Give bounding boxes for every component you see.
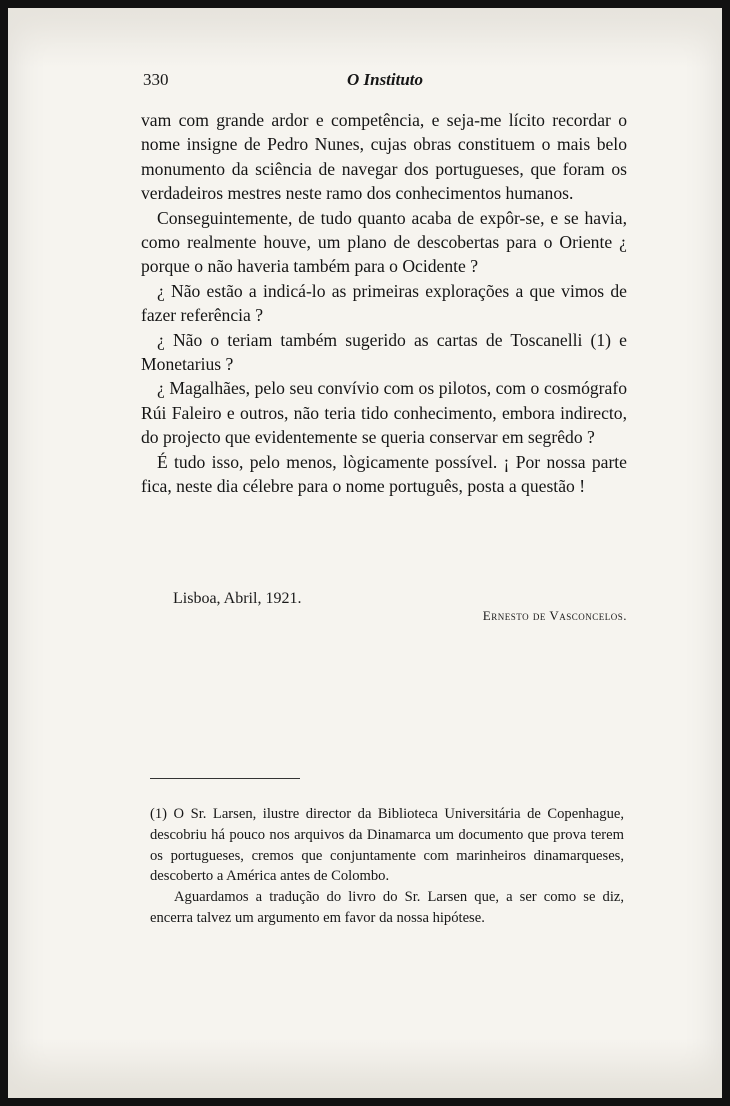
journal-title: O Instituto — [346, 70, 424, 89]
paragraph: ¿ Não o teriam também sugerido as cartas de Toscanelli (1) e Monetarius ? — [141, 329, 627, 375]
page-number: 330 — [143, 70, 169, 89]
paragraph: ¿ Magalhães, pelo seu convívio com os pilotos, com o cosmógrafo Rúi Faleiro e outros, não teria tido conhecimento, embora indirecto, do projecto que evidentemente se queria conservar em segrêdo ? — [141, 378, 627, 448]
paragraph: ¿ Não estão a indicá-lo as primeiras explorações a que vimos de fazer referência ? — [141, 280, 627, 326]
paragraph: vam com grande ardor e competência, e seja-me lícito recordar o nome insigne de Pedro Nunes, cujas obras constituem o mais belo monumento da sciência de navegar dos portugueses, que foram os verdadeiros mestres neste ramo dos conhecimentos humanos. — [141, 110, 627, 204]
scan-shading-bottom — [8, 1038, 722, 1098]
paragraph: Conseguintemente, de tudo quanto acaba de expôr-se, e se havia, como realmente houve, um plano de descobertas para o Oriente ¿ porque o não haveria também para o Ocidente ? — [141, 207, 627, 277]
scan-shading-top — [8, 8, 722, 68]
footnotes — [150, 804, 624, 929]
footnote: (1) O Sr. Larsen, ilustre director da Biblioteca Universitária de Copenhague, descobriu há pouco nos arquivos da Dinamarca um documento que prova terem os portugueses, cremos que conjuntamente com marinheiros dinamarqueses, descoberto a América antes de Colombo. — [150, 806, 624, 885]
footnote-divider — [150, 778, 300, 779]
footnote: Aguardamos a tradução do livro do Sr. Larsen que, a ser como se diz, encerra talvez um argumento em favor da nossa hipótese. — [150, 889, 624, 926]
author-signature: Ernesto de Vasconcelos. — [482, 608, 627, 623]
dateline: Lisboa, Abril, 1921. — [173, 590, 302, 607]
body-text — [141, 108, 627, 499]
paragraph: É tudo isso, pelo menos, lògicamente possível. ¡ Por nossa parte fica, neste dia célebre para o nome português, posta a questão ! — [141, 451, 627, 497]
running-header — [143, 70, 627, 94]
